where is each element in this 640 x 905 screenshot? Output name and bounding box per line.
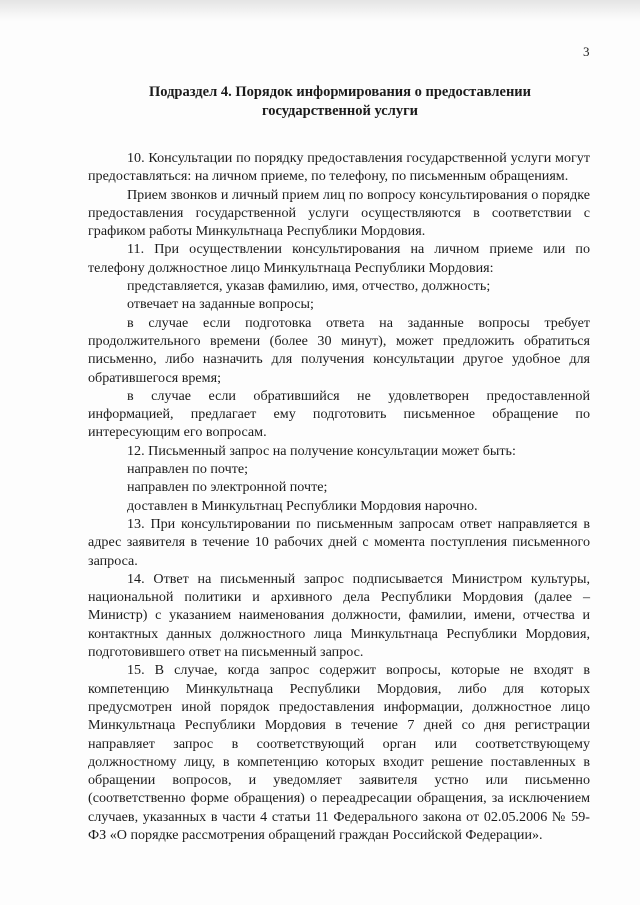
paragraph-reception: Прием звонков и личный прием лиц по вопросу консультирования о порядке предоставления государственной услуги осуществляются в соответствии с графиком работы Минкультнаца Республики Мордовия. <box>88 186 590 240</box>
paragraph-10: 10. Консультации по порядку предоставления государственной услуги могут предоставляться: на личном приеме, по телефону, по письменным обращениям. <box>88 150 590 185</box>
paragraph-12: 12. Письменный запрос на получение консультации может быть: <box>127 442 516 459</box>
page-number: 3 <box>583 44 590 59</box>
paragraph-by-hand: доставлен в Минкультнац Республики Мордовия нарочно. <box>127 497 478 514</box>
paragraph-14: 14. Ответ на письменный запрос подписывается Министром культуры, национальной политики и архивного дела Республики Мордовия (далее – Министр) с указанием наименования должности, фамилии, имени, отчества и контактных данных должностного лица Минкультнаца Республики Мордовия, подготовившего ответ на письменный запрос. <box>88 570 590 661</box>
paragraph-answers: отвечает на заданные вопросы; <box>127 296 314 313</box>
paragraph-13: 13. При консультировании по письменным запросам ответ направляется в адрес заявителя в течение 10 рабочих дней с момента поступления письменного запроса. <box>88 515 590 569</box>
scan-edge-shadow <box>0 0 640 22</box>
paragraph-not-satisfied: в случае если обратившийся не удовлетворен предоставленной информацией, предлагает ему подготовить письменное обращение по интересующим его вопросам. <box>88 387 590 441</box>
paragraph-by-mail: направлен по почте; <box>127 461 249 478</box>
paragraph-15: 15. В случае, когда запрос содержит вопросы, которые не входят в компетенцию Минкультнаца Республики Мордовия, либо для которых предусмотрен иной порядок предоставления информации, должностное лицо Минкультнаца Республики Мордовия в течение 7 дней со дня регистрации направляет запрос в соответствующий орган или соответствующему должностному лицу, в компетенцию которых входит решение поставленных в обращении вопросов, и уведомляет заявителя устно или письменно (соответственно форме обращения) о переадресации обращения, за исключением случаев, указанных в части 4 статьи 11 Федерального закона от 02.05.2006 № 59-ФЗ «О порядке рассмотрения обращений граждан Российской Федерации». <box>88 662 590 843</box>
paragraph-introduce: представляется, указав фамилию, имя, отчество, должность; <box>127 278 491 295</box>
paragraph-by-email: направлен по электронной почте; <box>127 479 328 496</box>
section-heading-line-2: государственной услуги <box>261 103 419 119</box>
paragraph-long-answer: в случае если подготовка ответа на заданные вопросы требует продолжительного времени (более 30 минут), может предложить обратиться письменно, либо назначить для получения консультации другое удобное для обратившегося время; <box>88 314 590 386</box>
section-heading <box>90 83 590 121</box>
paragraph-11: 11. При осуществлении консультирования на личном приеме или по телефону должностное лицо Минкультнаца Республики Мордовия: <box>88 241 590 276</box>
document-body <box>88 149 590 844</box>
section-heading-line-1: Подраздел 4. Порядок информирования о предоставлении <box>148 84 532 100</box>
